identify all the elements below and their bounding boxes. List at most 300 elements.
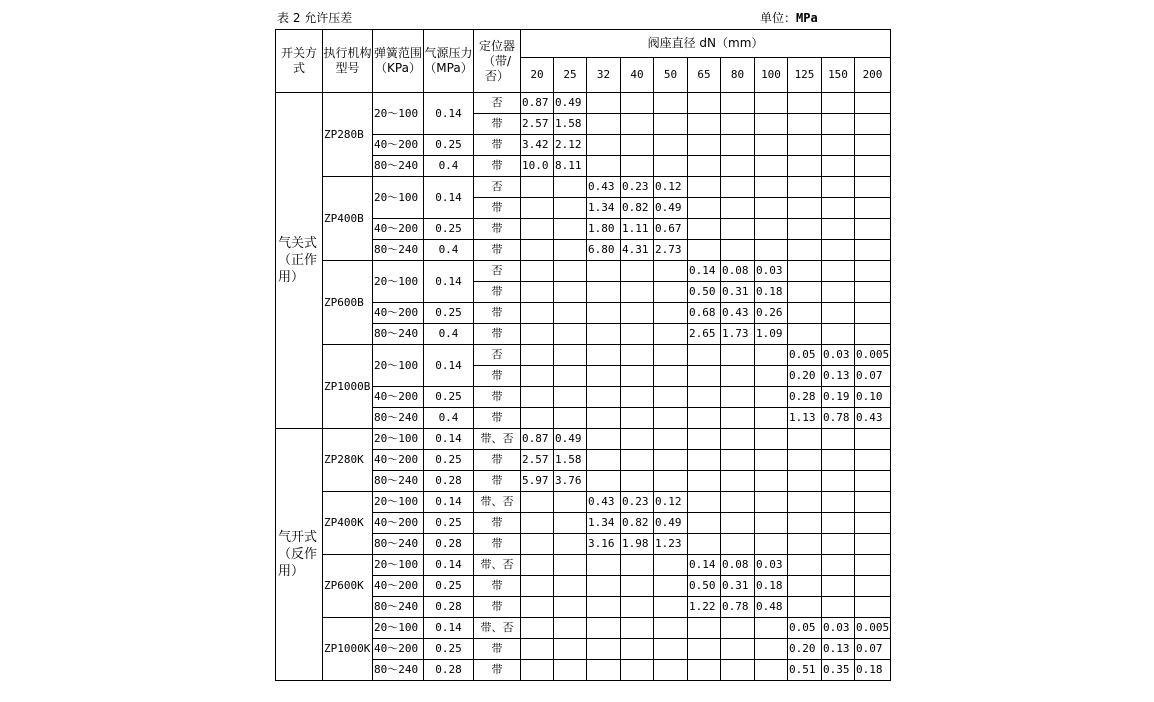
pressure-value-cell [855, 324, 891, 345]
pressure-value-cell: 0.49 [554, 93, 587, 114]
pressure-value-cell [822, 471, 855, 492]
pressure-value-cell [688, 471, 721, 492]
air-pressure-cell: 0.25 [424, 576, 474, 597]
pressure-value-cell [788, 240, 822, 261]
pressure-value-cell [621, 366, 654, 387]
pressure-value-cell [855, 492, 891, 513]
pressure-value-cell [621, 471, 654, 492]
positioner-cell: 带 [474, 450, 521, 471]
spring-range-cell: 20～100 [373, 345, 424, 387]
air-pressure-cell: 0.28 [424, 471, 474, 492]
pressure-value-cell [822, 240, 855, 261]
pressure-value-cell [788, 303, 822, 324]
pressure-value-cell: 0.07 [855, 366, 891, 387]
pressure-value-cell [554, 555, 587, 576]
pressure-value-cell: 0.43 [587, 492, 621, 513]
pressure-value-cell [855, 303, 891, 324]
pressure-value-cell [621, 639, 654, 660]
pressure-value-cell: 0.82 [621, 513, 654, 534]
actuator-model-cell: ZP400B [323, 177, 373, 261]
pressure-value-cell [721, 198, 755, 219]
pressure-value-cell [521, 513, 554, 534]
pressure-value-cell [554, 366, 587, 387]
pressure-value-cell [621, 345, 654, 366]
pressure-value-cell [587, 576, 621, 597]
actuator-model-cell: ZP600B [323, 261, 373, 345]
pressure-value-cell [621, 408, 654, 429]
pressure-value-cell [755, 534, 788, 555]
pressure-value-cell [855, 240, 891, 261]
pressure-value-cell [721, 534, 755, 555]
pressure-value-cell [755, 198, 788, 219]
pressure-value-cell [587, 135, 621, 156]
pressure-value-cell [688, 660, 721, 681]
spring-range-cell: 80～240 [373, 471, 424, 492]
air-pressure-cell: 0.4 [424, 324, 474, 345]
pressure-value-cell: 3.42 [521, 135, 554, 156]
pressure-value-cell [521, 303, 554, 324]
positioner-cell: 带 [474, 513, 521, 534]
pressure-value-cell [654, 282, 688, 303]
spring-range-cell: 20～100 [373, 618, 424, 639]
pressure-value-cell [654, 429, 688, 450]
pressure-value-cell [521, 618, 554, 639]
pressure-value-cell [587, 387, 621, 408]
pressure-value-cell [855, 471, 891, 492]
pressure-value-cell [721, 492, 755, 513]
pressure-value-cell [788, 177, 822, 198]
pressure-value-cell: 0.03 [822, 345, 855, 366]
pressure-value-cell [788, 534, 822, 555]
pressure-value-cell [788, 282, 822, 303]
pressure-value-cell: 1.13 [788, 408, 822, 429]
pressure-value-cell [521, 576, 554, 597]
pressure-value-cell [822, 303, 855, 324]
diameter-header-cell: 40 [621, 58, 654, 93]
pressure-value-cell [587, 639, 621, 660]
pressure-value-cell [755, 471, 788, 492]
spring-range-cell: 40～200 [373, 135, 424, 156]
pressure-value-cell [855, 177, 891, 198]
pressure-value-cell [788, 576, 822, 597]
table-row [276, 345, 891, 366]
pressure-value-cell [855, 282, 891, 303]
air-pressure-cell: 0.25 [424, 513, 474, 534]
pressure-value-cell [654, 261, 688, 282]
pressure-value-cell: 0.03 [822, 618, 855, 639]
pressure-value-cell [654, 345, 688, 366]
pressure-value-cell [621, 429, 654, 450]
pressure-value-cell: 0.07 [855, 639, 891, 660]
pressure-value-cell [822, 324, 855, 345]
pressure-value-cell [721, 408, 755, 429]
pressure-value-cell [721, 219, 755, 240]
pressure-value-cell [721, 639, 755, 660]
table-row [276, 93, 891, 114]
spring-range-cell: 80～240 [373, 597, 424, 618]
switch-mode-cell: 气关式（正作用） [276, 93, 323, 429]
pressure-value-cell [755, 660, 788, 681]
pressure-value-cell: 0.43 [587, 177, 621, 198]
pressure-value-cell: 10.0 [521, 156, 554, 177]
pressure-value-cell [822, 282, 855, 303]
pressure-value-cell: 0.87 [521, 93, 554, 114]
air-pressure-cell: 0.4 [424, 408, 474, 429]
pressure-value-cell: 0.49 [654, 513, 688, 534]
pressure-value-cell [788, 219, 822, 240]
pressure-value-cell: 0.31 [721, 576, 755, 597]
positioner-cell: 带 [474, 534, 521, 555]
pressure-value-cell [654, 387, 688, 408]
pressure-value-cell [855, 534, 891, 555]
diameter-header-cell: 65 [688, 58, 721, 93]
pressure-value-cell [654, 114, 688, 135]
air-pressure-cell: 0.14 [424, 345, 474, 387]
air-pressure-cell: 0.4 [424, 240, 474, 261]
header-air-pressure: 气源压力（MPa） [424, 30, 474, 93]
pressure-value-cell: 1.11 [621, 219, 654, 240]
pressure-value-cell [721, 387, 755, 408]
pressure-value-cell [755, 513, 788, 534]
air-pressure-cell: 0.14 [424, 429, 474, 450]
pressure-value-cell: 1.80 [587, 219, 621, 240]
pressure-value-cell [554, 408, 587, 429]
unit-label-text: 单位： [760, 11, 797, 25]
pressure-value-cell [721, 660, 755, 681]
pressure-value-cell [855, 114, 891, 135]
pressure-value-cell [621, 93, 654, 114]
pressure-value-cell [855, 555, 891, 576]
header-actuator: 执行机构型号 [323, 30, 373, 93]
spring-range-cell: 20～100 [373, 261, 424, 303]
pressure-value-cell [621, 618, 654, 639]
pressure-value-cell [688, 93, 721, 114]
pressure-value-cell: 1.98 [621, 534, 654, 555]
pressure-value-cell [721, 156, 755, 177]
spring-range-cell: 40～200 [373, 219, 424, 240]
air-pressure-cell: 0.14 [424, 492, 474, 513]
pressure-value-cell [822, 156, 855, 177]
pressure-value-cell: 1.22 [688, 597, 721, 618]
pressure-value-cell [688, 618, 721, 639]
pressure-value-cell: 2.57 [521, 450, 554, 471]
pressure-value-cell [554, 261, 587, 282]
pressure-value-cell [855, 513, 891, 534]
pressure-value-cell [721, 240, 755, 261]
pressure-value-cell [521, 240, 554, 261]
spring-range-cell: 40～200 [373, 513, 424, 534]
pressure-value-cell [788, 450, 822, 471]
pressure-value-cell: 0.82 [621, 198, 654, 219]
pressure-value-cell: 0.19 [822, 387, 855, 408]
pressure-value-cell [721, 471, 755, 492]
diameter-header-cell: 20 [521, 58, 554, 93]
positioner-cell: 带 [474, 387, 521, 408]
pressure-value-cell [822, 597, 855, 618]
pressure-value-cell [621, 387, 654, 408]
pressure-value-cell [822, 513, 855, 534]
pressure-value-cell [654, 93, 688, 114]
pressure-value-cell: 1.09 [755, 324, 788, 345]
positioner-cell: 带 [474, 282, 521, 303]
spring-range-cell: 80～240 [373, 324, 424, 345]
pressure-value-cell [688, 219, 721, 240]
pressure-value-cell [654, 303, 688, 324]
diameter-header-cell: 80 [721, 58, 755, 93]
pressure-value-cell [822, 261, 855, 282]
pressure-value-cell: 0.005 [855, 345, 891, 366]
pressure-value-cell [554, 240, 587, 261]
pressure-value-cell: 5.97 [521, 471, 554, 492]
pressure-value-cell [587, 93, 621, 114]
pressure-value-cell [587, 597, 621, 618]
pressure-value-cell [521, 324, 554, 345]
positioner-cell: 带 [474, 219, 521, 240]
pressure-value-cell [654, 156, 688, 177]
pressure-value-cell [822, 114, 855, 135]
positioner-cell: 带 [474, 660, 521, 681]
pressure-value-cell [654, 471, 688, 492]
pressure-value-cell [521, 177, 554, 198]
pressure-value-cell [654, 576, 688, 597]
positioner-cell: 带、否 [474, 618, 521, 639]
header-valve-diameter: 阀座直径 dN（mm） [521, 30, 891, 58]
pressure-value-cell [755, 618, 788, 639]
pressure-value-cell [554, 324, 587, 345]
pressure-value-cell [521, 492, 554, 513]
pressure-value-cell [755, 93, 788, 114]
pressure-value-cell: 1.73 [721, 324, 755, 345]
pressure-value-cell [822, 534, 855, 555]
pressure-value-cell [688, 387, 721, 408]
positioner-cell: 带 [474, 303, 521, 324]
spring-range-cell: 20～100 [373, 429, 424, 450]
positioner-cell: 带、否 [474, 492, 521, 513]
pressure-value-cell [654, 618, 688, 639]
pressure-value-cell: 0.87 [521, 429, 554, 450]
air-pressure-cell: 0.14 [424, 555, 474, 576]
pressure-value-cell [521, 366, 554, 387]
pressure-value-cell [788, 513, 822, 534]
positioner-cell: 带、否 [474, 429, 521, 450]
table-caption: 表 2 允许压差 [277, 11, 353, 25]
pressure-value-cell [521, 534, 554, 555]
pressure-value-cell [822, 219, 855, 240]
pressure-value-cell: 1.58 [554, 450, 587, 471]
pressure-value-cell [788, 93, 822, 114]
pressure-value-cell: 0.18 [755, 282, 788, 303]
pressure-value-cell [554, 303, 587, 324]
pressure-value-cell [755, 240, 788, 261]
table-row [276, 492, 891, 513]
switch-mode-cell: 气开式（反作用） [276, 429, 323, 681]
pressure-value-cell: 0.51 [788, 660, 822, 681]
positioner-cell: 带 [474, 240, 521, 261]
pressure-value-cell: 0.18 [755, 576, 788, 597]
pressure-value-cell [721, 177, 755, 198]
pressure-value-cell [755, 639, 788, 660]
pressure-value-cell [822, 135, 855, 156]
pressure-value-cell [755, 387, 788, 408]
pressure-value-cell: 0.78 [721, 597, 755, 618]
pressure-value-cell [554, 282, 587, 303]
pressure-value-cell [521, 282, 554, 303]
spring-range-cell: 80～240 [373, 156, 424, 177]
pressure-value-cell [554, 198, 587, 219]
air-pressure-cell: 0.25 [424, 639, 474, 660]
pressure-value-cell [554, 177, 587, 198]
pressure-value-cell [521, 219, 554, 240]
pressure-value-cell: 1.34 [587, 198, 621, 219]
pressure-value-cell [654, 450, 688, 471]
pressure-value-cell [721, 93, 755, 114]
pressure-value-cell [554, 597, 587, 618]
pressure-value-cell [554, 219, 587, 240]
pressure-value-cell [587, 324, 621, 345]
pressure-value-cell: 0.68 [688, 303, 721, 324]
actuator-model-cell: ZP600K [323, 555, 373, 618]
diameter-header-cell: 25 [554, 58, 587, 93]
table-row [276, 618, 891, 639]
pressure-value-cell: 0.49 [554, 429, 587, 450]
pressure-value-cell: 0.03 [755, 555, 788, 576]
diameter-header-cell: 50 [654, 58, 688, 93]
pressure-value-cell [788, 492, 822, 513]
air-pressure-cell: 0.28 [424, 534, 474, 555]
pressure-value-cell [788, 597, 822, 618]
pressure-value-cell [755, 156, 788, 177]
air-pressure-cell: 0.4 [424, 156, 474, 177]
pressure-value-cell [587, 471, 621, 492]
actuator-model-cell: ZP1000B [323, 345, 373, 429]
pressure-value-cell [587, 618, 621, 639]
pressure-value-cell [822, 198, 855, 219]
pressure-value-cell [788, 324, 822, 345]
pressure-value-cell: 0.12 [654, 492, 688, 513]
pressure-value-cell [755, 114, 788, 135]
positioner-cell: 带 [474, 198, 521, 219]
spring-range-cell: 40～200 [373, 639, 424, 660]
pressure-value-cell [587, 303, 621, 324]
pressure-value-cell: 0.20 [788, 366, 822, 387]
pressure-value-cell: 0.23 [621, 492, 654, 513]
pressure-value-cell: 2.73 [654, 240, 688, 261]
pressure-value-cell [688, 639, 721, 660]
table-row [276, 261, 891, 282]
positioner-cell: 带、否 [474, 555, 521, 576]
pressure-value-cell: 0.03 [755, 261, 788, 282]
pressure-value-cell: 0.05 [788, 345, 822, 366]
pressure-value-cell [587, 345, 621, 366]
pressure-value-cell [755, 219, 788, 240]
pressure-value-cell: 0.12 [654, 177, 688, 198]
pressure-value-cell [554, 492, 587, 513]
pressure-value-cell [688, 156, 721, 177]
air-pressure-cell: 0.25 [424, 387, 474, 408]
pressure-value-cell [554, 513, 587, 534]
positioner-cell: 带 [474, 597, 521, 618]
pressure-value-cell [521, 597, 554, 618]
pressure-value-cell [855, 450, 891, 471]
pressure-value-cell [822, 177, 855, 198]
pressure-value-cell: 0.20 [788, 639, 822, 660]
pressure-value-cell: 0.08 [721, 555, 755, 576]
pressure-value-cell [755, 177, 788, 198]
header-spring-range: 弹簧范围（KPa） [373, 30, 424, 93]
pressure-value-cell [521, 198, 554, 219]
header-switch-mode: 开关方式 [276, 30, 323, 93]
spring-range-cell: 40～200 [373, 450, 424, 471]
pressure-value-cell [688, 135, 721, 156]
pressure-value-cell [554, 618, 587, 639]
pressure-value-cell [788, 198, 822, 219]
pressure-value-cell [855, 93, 891, 114]
pressure-value-cell: 0.13 [822, 366, 855, 387]
positioner-cell: 带 [474, 324, 521, 345]
pressure-value-cell [855, 597, 891, 618]
pressure-value-cell: 0.31 [721, 282, 755, 303]
pressure-value-cell [721, 429, 755, 450]
pressure-value-cell [788, 261, 822, 282]
diameter-header-cell: 125 [788, 58, 822, 93]
diameter-header-cell: 100 [755, 58, 788, 93]
pressure-value-cell [788, 114, 822, 135]
spring-range-cell: 20～100 [373, 93, 424, 135]
pressure-value-cell [587, 282, 621, 303]
positioner-cell: 带 [474, 408, 521, 429]
pressure-value-cell: 6.80 [587, 240, 621, 261]
pressure-value-cell: 0.14 [688, 555, 721, 576]
positioner-cell: 带 [474, 135, 521, 156]
pressure-value-cell [587, 156, 621, 177]
pressure-value-cell [587, 450, 621, 471]
spring-range-cell: 20～100 [373, 555, 424, 576]
pressure-value-cell: 0.28 [788, 387, 822, 408]
pressure-value-cell [621, 282, 654, 303]
pressure-value-cell [654, 324, 688, 345]
pressure-value-cell [621, 660, 654, 681]
actuator-model-cell: ZP280K [323, 429, 373, 492]
positioner-cell: 带 [474, 156, 521, 177]
pressure-value-cell [855, 429, 891, 450]
spring-range-cell: 80～240 [373, 408, 424, 429]
pressure-value-cell [621, 135, 654, 156]
pressure-value-cell [688, 492, 721, 513]
spring-range-cell: 40～200 [373, 576, 424, 597]
pressure-value-cell: 0.10 [855, 387, 891, 408]
air-pressure-cell: 0.14 [424, 93, 474, 135]
pressure-value-cell [855, 198, 891, 219]
pressure-value-cell [621, 450, 654, 471]
actuator-model-cell: ZP1000K [323, 618, 373, 681]
pressure-value-cell: 0.18 [855, 660, 891, 681]
pressure-value-cell [554, 534, 587, 555]
pressure-value-cell [621, 576, 654, 597]
pressure-value-cell [755, 366, 788, 387]
pressure-value-cell [855, 135, 891, 156]
pressure-value-cell [587, 555, 621, 576]
pressure-value-cell [587, 429, 621, 450]
pressure-value-cell [855, 156, 891, 177]
pressure-value-cell [621, 324, 654, 345]
pressure-value-cell [855, 261, 891, 282]
pressure-value-cell [721, 513, 755, 534]
pressure-value-cell [688, 408, 721, 429]
pressure-value-cell [554, 639, 587, 660]
pressure-value-cell [521, 555, 554, 576]
pressure-value-cell [788, 135, 822, 156]
pressure-value-cell: 8.11 [554, 156, 587, 177]
